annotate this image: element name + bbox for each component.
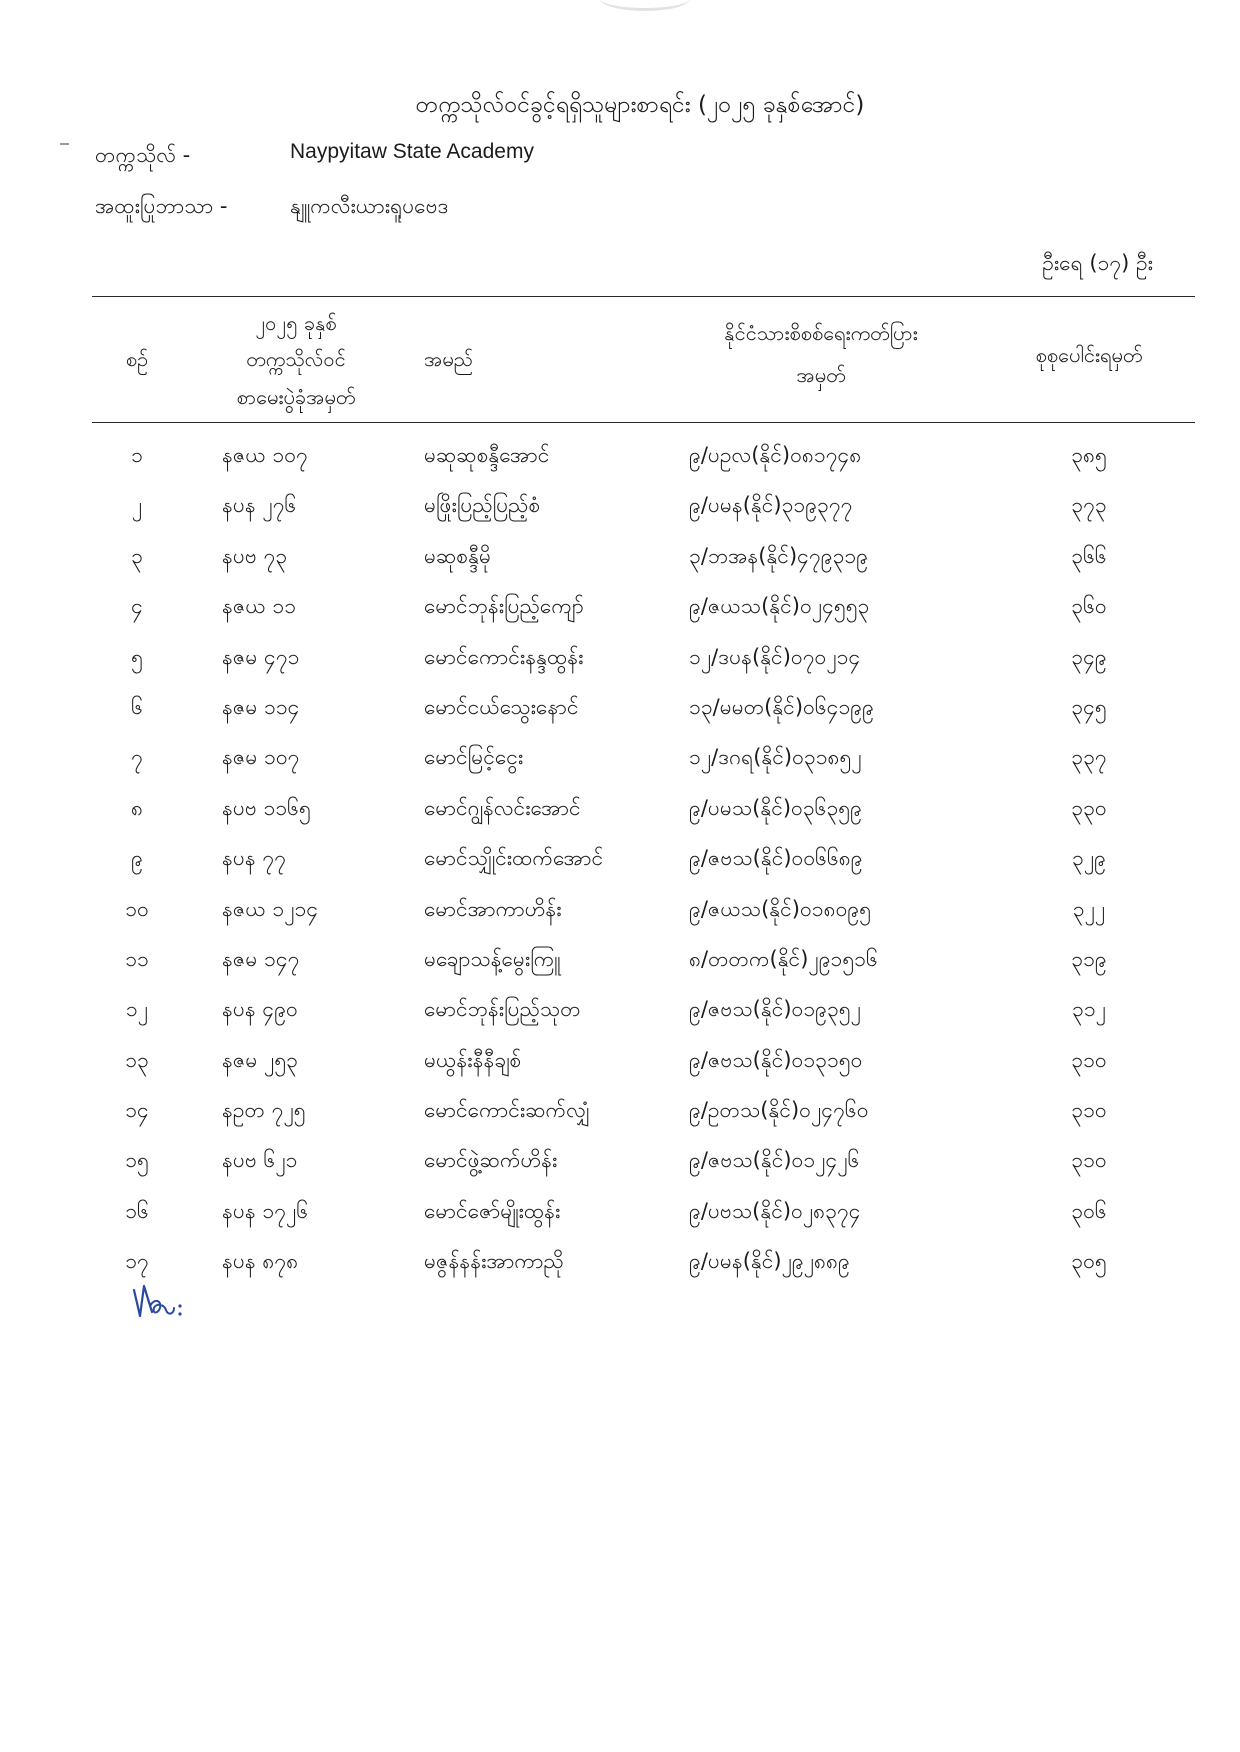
exam-seat-number: နပဗ ၆၂၁	[222, 1148, 298, 1173]
nrc-number: ၃/ဘအန(နိုင်)၄၇၉၃၁၉	[689, 543, 869, 568]
student-name: မောင်သျှိုင်းထက်အောင်	[424, 846, 604, 871]
student-name: မောင်မြင့်ငွေး	[424, 745, 524, 770]
table-row	[0, 934, 1240, 984]
exam-seat-number: နဇမ ၁၄၇	[222, 946, 300, 971]
specialization-label: အထူးပြုဘာသာ -	[95, 194, 228, 218]
row-number: ၈	[131, 795, 143, 820]
student-name: မောင်ဂျွန်လင်းအောင်	[424, 795, 581, 820]
header-name: အမည်	[424, 347, 474, 371]
nrc-number: ၉/ပမသ(နိုင်)၀၃၆၃၅၉	[689, 795, 862, 820]
header-number: စဉ်	[125, 347, 149, 371]
total-score: ၃၄၉	[1071, 644, 1107, 669]
total-score: ၃၃၀	[1071, 795, 1107, 820]
row-number: ၁၃	[125, 1047, 149, 1072]
exam-seat-number: နပန ၁၇၂၆	[222, 1198, 309, 1223]
table-row	[0, 1085, 1240, 1135]
row-number: ၆	[131, 694, 143, 719]
row-number: ၁	[131, 443, 143, 467]
row-number: ၅	[131, 644, 143, 669]
table-row	[0, 732, 1240, 782]
handwritten-initial-icon	[128, 1276, 202, 1330]
total-score: ၃၃၇	[1071, 745, 1107, 770]
table-header-rule	[92, 422, 1195, 423]
row-number: ၁၅	[125, 1148, 149, 1173]
header-score: စုစုပေါင်းရမှတ်	[1035, 343, 1143, 367]
total-score: ၃၁၀	[1071, 1098, 1107, 1123]
exam-seat-number: နပဗ ၇၃	[222, 543, 288, 568]
exam-seat-number: နပန ၈၇၈	[222, 1249, 299, 1274]
total-score: ၃၇၃	[1071, 493, 1107, 518]
university-value: Naypyitaw State Academy	[290, 140, 534, 163]
scan-artifact	[600, 0, 690, 11]
total-score: ၃၁၀	[1071, 1047, 1107, 1072]
student-name: မယွန်းနီနီချစ်	[424, 1047, 522, 1072]
total-score: ၃၁၀	[1071, 1148, 1107, 1173]
nrc-number: ၉/ပမန(နိုင်)၃၁၉၃၇၇	[689, 493, 853, 518]
student-name: မောင်အာကာဟိန်း	[424, 896, 562, 921]
row-number: ၁၁	[125, 946, 149, 971]
exam-seat-number: နပန ၄၉၀	[222, 997, 298, 1022]
exam-seat-number: နပန ၂၇၆	[222, 493, 297, 518]
student-name: မဆုဆုစန္ဒီအောင်	[424, 443, 550, 467]
nrc-number: ၉/ဇယသ(နိုင်)၀၂၄၅၅၃	[689, 594, 870, 619]
nrc-number: ၉/ပဥလ(နိုင်)၀၈၁၇၄၈	[689, 443, 862, 467]
student-name: မောင်ကောင်းနန္ဒထွန်း	[424, 644, 584, 669]
student-name: မောင်ဖွဲ့ဆက်ဟိန်း	[424, 1148, 558, 1173]
table-row	[0, 531, 1240, 581]
total-score: ၃၁၉	[1071, 946, 1107, 971]
total-score: ၃၁၂	[1072, 997, 1106, 1022]
header-nrc-line2: အမှတ်	[796, 363, 846, 387]
total-score: ၃၄၅	[1071, 694, 1107, 719]
table-row	[0, 581, 1240, 631]
table-row	[0, 884, 1240, 934]
nrc-number: ၁၂/ဒပန(နိုင်)၀၇၀၂၁၄	[689, 644, 861, 669]
row-number: ၁၂	[125, 997, 149, 1022]
nrc-number: ၁၃/မမတ(နိုင်)၀၆၄၁၉၉	[689, 694, 874, 719]
exam-seat-number: နဇမ ၁၁၄	[222, 694, 300, 719]
table-row	[0, 430, 1240, 480]
table-row	[0, 1035, 1240, 1085]
row-number: ၁၀	[125, 896, 149, 921]
student-name: မောင်ဘုန်းပြည့်သုတ	[424, 997, 581, 1022]
student-name: မောင်ကောင်းဆက်လျှံ	[424, 1098, 590, 1123]
row-number: ၁၇	[125, 1249, 149, 1274]
table-row	[0, 1186, 1240, 1236]
exam-seat-number: နပန ၇၇	[222, 846, 287, 871]
university-label: တက္ကသိုလ် -	[95, 143, 191, 167]
table-row	[0, 984, 1240, 1034]
table-body	[0, 430, 1240, 1287]
exam-seat-number: နဇမ ၄၇၁	[222, 644, 300, 669]
row-number: ၃	[131, 543, 143, 568]
total-score: ၃၆၆	[1071, 543, 1107, 568]
exam-seat-number: နဇယ ၁၀၇	[222, 443, 308, 467]
nrc-number: ၉/ဇဗသ(နိုင်)၀၁၃၁၅၀	[689, 1047, 863, 1072]
student-count: ဦးရေ (၁၇) ဦး	[1042, 251, 1153, 275]
row-number: ၂	[131, 493, 143, 518]
row-number: ၄	[131, 594, 143, 619]
exam-seat-number: နဇယ ၁၂၁၄	[222, 896, 319, 921]
table-top-rule	[92, 296, 1195, 297]
total-score: ၃၀၅	[1071, 1249, 1107, 1274]
student-name: မောင်ငယ်သွေးနောင်	[424, 694, 579, 719]
nrc-number: ၉/ပမန(နိုင်)၂၉၂၈၈၉	[689, 1249, 850, 1274]
student-name: မောင်ဇော်မျိုးထွန်း	[424, 1198, 561, 1223]
nrc-number: ၉/ဇဗသ(နိုင်)၀၁၉၃၅၂	[689, 997, 861, 1022]
exam-seat-number: နဥတ ၇၂၅	[222, 1098, 306, 1123]
nrc-number: ၉/ဥတသ(နိုင်)၀၂၄၇၆၀	[689, 1098, 869, 1123]
exam-seat-number: နဇမ ၁၀၇	[222, 745, 300, 770]
exam-seat-number: နဇမ ၂၅၃	[222, 1047, 298, 1072]
table-row	[0, 1135, 1240, 1185]
nrc-number: ၉/ဇဗသ(နိုင်)၀၀၆၆၈၉	[689, 846, 863, 871]
student-name: မချောသန့်မွေးကြူ	[424, 946, 561, 971]
total-score: ၃၂၉	[1072, 846, 1106, 871]
student-name: မောင်ဘုန်းပြည့်ကျော်	[424, 594, 584, 619]
row-number: ၁၆	[125, 1198, 149, 1223]
total-score: ၃၂၂	[1072, 896, 1106, 921]
header-exam-line1: ၂၀၂၅ ခုနှစ်	[255, 311, 337, 335]
table-row	[0, 480, 1240, 530]
nrc-number: ၈/တတက(နိုင်)၂၉၁၅၁၆	[689, 946, 878, 971]
nrc-number: ၉/ဇဗသ(နိုင်)၀၁၂၄၂၆	[689, 1148, 860, 1173]
table-row	[0, 833, 1240, 883]
student-name: မဇွန်နန်းအာကာညို	[424, 1249, 564, 1274]
table-row	[0, 682, 1240, 732]
student-name: မဖြိုးပြည့်ပြည့်စံ	[424, 493, 541, 518]
header-exam-line2: တက္ကသိုလ်ဝင်	[246, 347, 346, 371]
row-number: ၉	[131, 846, 143, 871]
header-exam-line3: စာမေးပွဲခုံအမှတ်	[236, 385, 356, 409]
nrc-number: ၉/ပဗသ(နိုင်)၀၂၈၃၇၄	[689, 1198, 861, 1223]
scan-artifact-dash	[60, 143, 69, 145]
exam-seat-number: နဇယ ၁၁	[222, 594, 297, 619]
nrc-number: ၁၂/ဒဂရ(နိုင်)၀၃၁၈၅၂	[689, 745, 862, 770]
nrc-number: ၉/ဇယသ(နိုင်)၀၁၈၀၉၅	[689, 896, 872, 921]
total-score: ၃၆၀	[1071, 594, 1107, 619]
page-title: တက္ကသိုလ်ဝင်ခွင့်ရရှိသူများစာရင်း (၂၀၂၅ ခုနှစ်အောင်)	[415, 92, 865, 118]
specialization-value: နျူကလီးယားရူပဗေဒ	[290, 194, 449, 218]
table-row	[0, 632, 1240, 682]
row-number: ၇	[131, 745, 143, 770]
exam-seat-number: နပဗ ၁၁၆၅	[222, 795, 311, 820]
student-name: မဆုစန္ဒီမို	[424, 543, 491, 568]
total-score: ၃၈၅	[1071, 443, 1107, 467]
row-number: ၁၄	[125, 1098, 149, 1123]
table-row	[0, 783, 1240, 833]
header-nrc-line1: နိုင်ငံသားစိစစ်ရေးကတ်ပြား	[724, 321, 918, 345]
total-score: ၃၀၆	[1071, 1198, 1107, 1223]
